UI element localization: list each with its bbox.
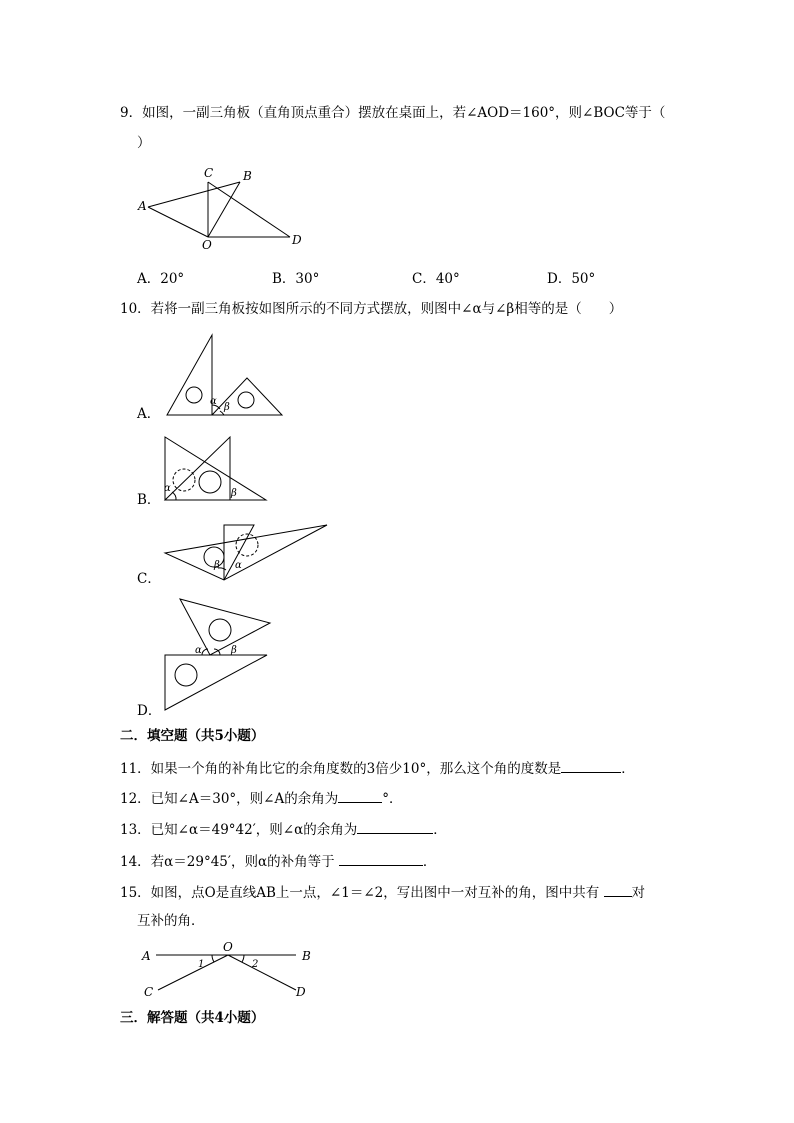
q9-label-b: B <box>243 169 252 183</box>
q9-option-a: A．20° <box>137 271 185 287</box>
q12: 12．已知∠A＝30°，则∠A的余角为 °． <box>120 791 403 807</box>
q12-blank[interactable] <box>338 789 382 803</box>
q15-label-d: D <box>296 985 306 999</box>
q15-line1: 15．如图，点O是直线AB上一点，∠1＝∠2，写出图中一对互补的角，图中共有 对 <box>120 885 646 901</box>
q9-option-d: D．50° <box>547 271 596 287</box>
q9-label-d: D <box>292 233 302 247</box>
q11: 11．如果一个角的补角比它的余角度数的3倍少10°，那么这个角的度数是 ． <box>120 761 635 777</box>
q15-angle-2: 2 <box>252 959 259 970</box>
q9-stem: 9．如图，一副三角板（直角顶点重合）摆放在桌面上，若∠AOD＝160°，则∠BOC等于（ <box>120 105 666 121</box>
q10d-beta: β <box>231 645 237 656</box>
q14: 14．若α＝29°45′，则α的补角等于 ． <box>120 854 437 870</box>
q10-figure-d <box>162 595 282 715</box>
q13: 13．已知∠α＝49°42′，则∠α的余角为 ． <box>120 822 447 838</box>
q15-label-a: A <box>142 949 151 963</box>
q9-option-c: C．40° <box>412 271 460 287</box>
q9-label-a: A <box>138 199 147 213</box>
q10-option-c: C． <box>137 571 161 587</box>
q9-label-c: C <box>204 166 214 180</box>
q15-blank[interactable] <box>604 883 632 897</box>
section-3-heading: 三．解答题（共4小题） <box>120 1010 265 1026</box>
q10c-alpha: α <box>235 560 242 571</box>
q10a-alpha: α <box>210 396 217 407</box>
q10-option-d: D． <box>137 703 162 719</box>
section-2-heading: 二．填空题（共5小题） <box>120 728 265 744</box>
q10a-beta: β <box>224 402 230 413</box>
q10d-alpha: α <box>195 645 202 656</box>
q14-blank[interactable] <box>339 852 423 866</box>
q9-stem-close: ） <box>137 135 151 151</box>
q9-label-o: O <box>202 238 212 252</box>
q15-figure <box>138 938 338 998</box>
q10-option-b: B． <box>137 492 161 508</box>
q10-figure-c <box>162 520 342 590</box>
q10-figure-a <box>162 333 292 418</box>
q15-label-o: O <box>223 940 233 954</box>
q10-stem: 10．若将一副三角板按如图所示的不同方式摆放，则图中∠α与∠β相等的是（ ） <box>120 301 623 317</box>
q10-option-a: A． <box>137 406 161 422</box>
q9-figure <box>130 162 330 252</box>
q11-blank[interactable] <box>561 759 621 773</box>
q15-line2: 互补的角． <box>137 913 205 929</box>
q10b-alpha: α <box>164 483 171 494</box>
q13-blank[interactable] <box>357 820 433 834</box>
q10-figure-b <box>162 432 282 507</box>
q15-label-c: C <box>144 985 154 999</box>
q10b-beta: β <box>231 488 237 499</box>
q15-angle-1: 1 <box>198 959 205 970</box>
q9-option-b: B．30° <box>272 271 320 287</box>
q15-label-b: B <box>302 949 311 963</box>
q10c-beta: β <box>214 560 220 571</box>
